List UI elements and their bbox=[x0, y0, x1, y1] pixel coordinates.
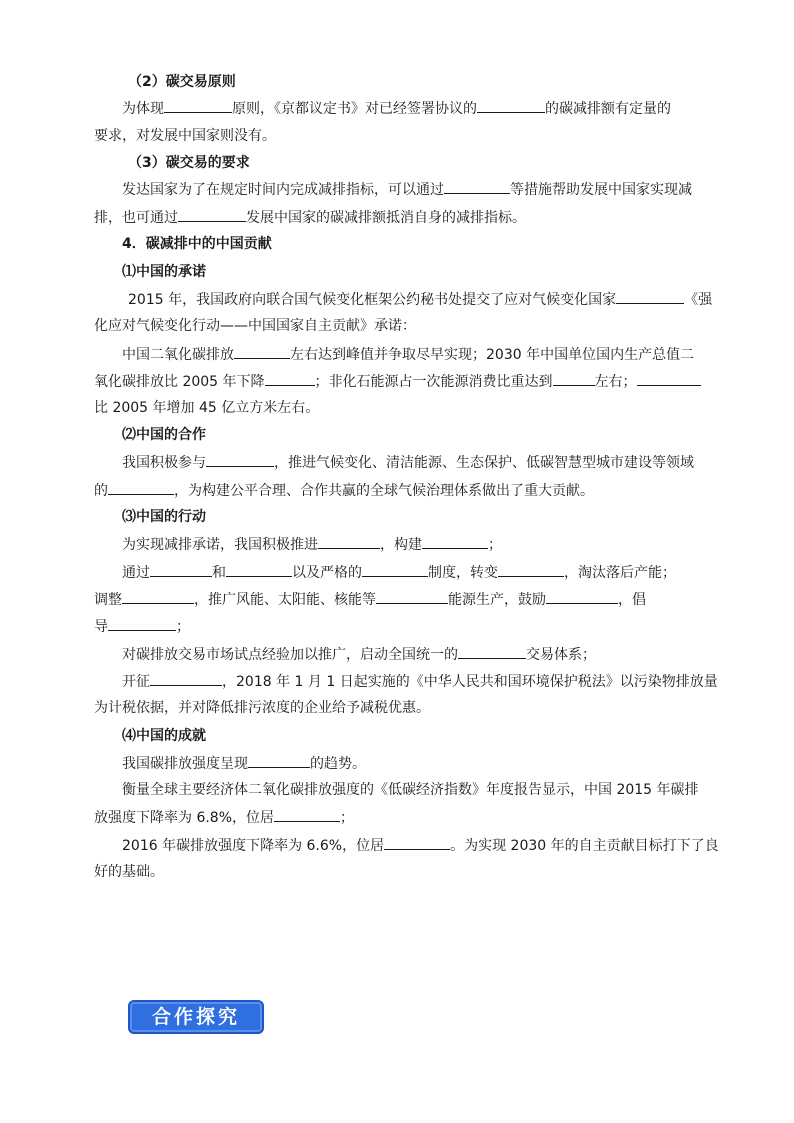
paragraph-line: 放强度下降率为 6.8%，位居 ； bbox=[0, 806, 794, 828]
paragraph-line: 的 ，为构建公平合理、合作共赢的全球气候治理体系做出了重大贡献。 bbox=[0, 479, 794, 501]
paragraph-line: 比 2005 年增加 45 亿立方米左右。 bbox=[94, 400, 320, 416]
paragraph-line: 通过 和 以及严格的 制度，转变 ，淘汰落后产能； bbox=[0, 561, 794, 583]
fill-blank[interactable] bbox=[206, 451, 274, 467]
fill-blank[interactable] bbox=[318, 533, 380, 549]
section-heading-carbon-trade-requirement: （3）碳交易的要求 bbox=[128, 155, 250, 171]
fill-blank[interactable] bbox=[150, 561, 212, 577]
fill-blank[interactable] bbox=[498, 561, 564, 577]
fill-blank[interactable] bbox=[234, 343, 290, 359]
fill-blank[interactable] bbox=[637, 370, 701, 386]
fill-blank[interactable] bbox=[178, 206, 246, 222]
subheading-china-cooperation: ⑵中国的合作 bbox=[122, 427, 206, 443]
paragraph-line: 我国碳排放强度呈现 的趋势。 bbox=[0, 752, 794, 774]
paragraph-line: 2015 年，我国政府向联合国气候变化框架公约秘书处提交了应对气候变化国家 《强 bbox=[0, 288, 794, 310]
subheading-china-achievement: ⑷中国的成就 bbox=[122, 728, 206, 744]
paragraph-line: 开征 ，2018 年 1 月 1 日起实施的《中华人民共和国环境保护税法》以污染物排放量 bbox=[0, 670, 794, 692]
paragraph-line: 排，也可通过 发展中国家的碳减排额抵消自身的减排指标。 bbox=[0, 206, 794, 228]
fill-blank[interactable] bbox=[226, 561, 292, 577]
subheading-china-commitment: ⑴中国的承诺 bbox=[122, 264, 206, 280]
paragraph-line: 化应对气候变化行动——中国国家自主贡献》承诺： bbox=[94, 318, 416, 334]
fill-blank[interactable] bbox=[384, 834, 450, 850]
cooperative-inquiry-badge bbox=[128, 1000, 264, 1034]
paragraph-line: 为计税依据，并对降低排污浓度的企业给予减税优惠。 bbox=[94, 700, 430, 716]
fill-blank[interactable] bbox=[362, 561, 428, 577]
paragraph-line: 中国二氧化碳排放 左右达到峰值并争取尽早实现；2030 年中国单位国内生产总值二 bbox=[0, 343, 794, 365]
paragraph-line: 为体现 原则，《京都议定书》对已经签署协议的 的碳减排额有定量的 bbox=[0, 97, 794, 119]
paragraph-line: 发达国家为了在规定时间内完成减排指标，可以通过 等措施帮助发展中国家实现减 bbox=[0, 178, 794, 200]
paragraph-line: 衡量全球主要经济体二氧化碳排放强度的《低碳经济指数》年度报告显示，中国 2015 年碳排 bbox=[122, 782, 699, 798]
fill-blank[interactable] bbox=[616, 288, 684, 304]
fill-blank[interactable] bbox=[444, 178, 510, 194]
section-heading-carbon-trade-principle: （2）碳交易原则 bbox=[128, 74, 236, 90]
fill-blank[interactable] bbox=[150, 670, 222, 686]
fill-blank[interactable] bbox=[546, 588, 618, 604]
subheading-china-action: ⑶中国的行动 bbox=[122, 509, 206, 525]
section-heading-china-contribution: 4．碳减排中的中国贡献 bbox=[122, 236, 272, 252]
fill-blank[interactable] bbox=[477, 97, 545, 113]
fill-blank[interactable] bbox=[248, 752, 310, 768]
badge-label: 合作探究 bbox=[151, 1006, 240, 1028]
paragraph-line: 2016 年碳排放强度下降率为 6.6%，位居 。为实现 2030 年的自主贡献目标打下了良 bbox=[0, 834, 794, 856]
paragraph-line: 要求，对发展中国家则没有。 bbox=[94, 128, 276, 144]
fill-blank[interactable] bbox=[108, 479, 174, 495]
fill-blank[interactable] bbox=[265, 370, 315, 386]
fill-blank[interactable] bbox=[164, 97, 232, 113]
fill-blank[interactable] bbox=[458, 643, 526, 659]
fill-blank[interactable] bbox=[553, 370, 595, 386]
paragraph-line: 导 ； bbox=[0, 615, 794, 637]
paragraph-line: 调整 ，推广风能、太阳能、核能等 能源生产，鼓励 ，倡 bbox=[0, 588, 794, 610]
fill-blank[interactable] bbox=[122, 588, 194, 604]
fill-blank[interactable] bbox=[422, 533, 488, 549]
paragraph-line: 我国积极参与 ，推进气候变化、清洁能源、生态保护、低碳智慧型城市建设等领域 bbox=[0, 451, 794, 473]
paragraph-line: 对碳排放交易市场试点经验加以推广，启动全国统一的 交易体系； bbox=[0, 643, 794, 665]
fill-blank[interactable] bbox=[108, 615, 176, 631]
fill-blank[interactable] bbox=[274, 806, 340, 822]
paragraph-line: 好的基础。 bbox=[94, 864, 164, 880]
paragraph-line: 为实现减排承诺，我国积极推进 ，构建 ； bbox=[0, 533, 794, 555]
fill-blank[interactable] bbox=[376, 588, 448, 604]
paragraph-line: 氧化碳排放比 2005 年下降 ；非化石能源占一次能源消费比重达到 左右； bbox=[0, 370, 794, 392]
